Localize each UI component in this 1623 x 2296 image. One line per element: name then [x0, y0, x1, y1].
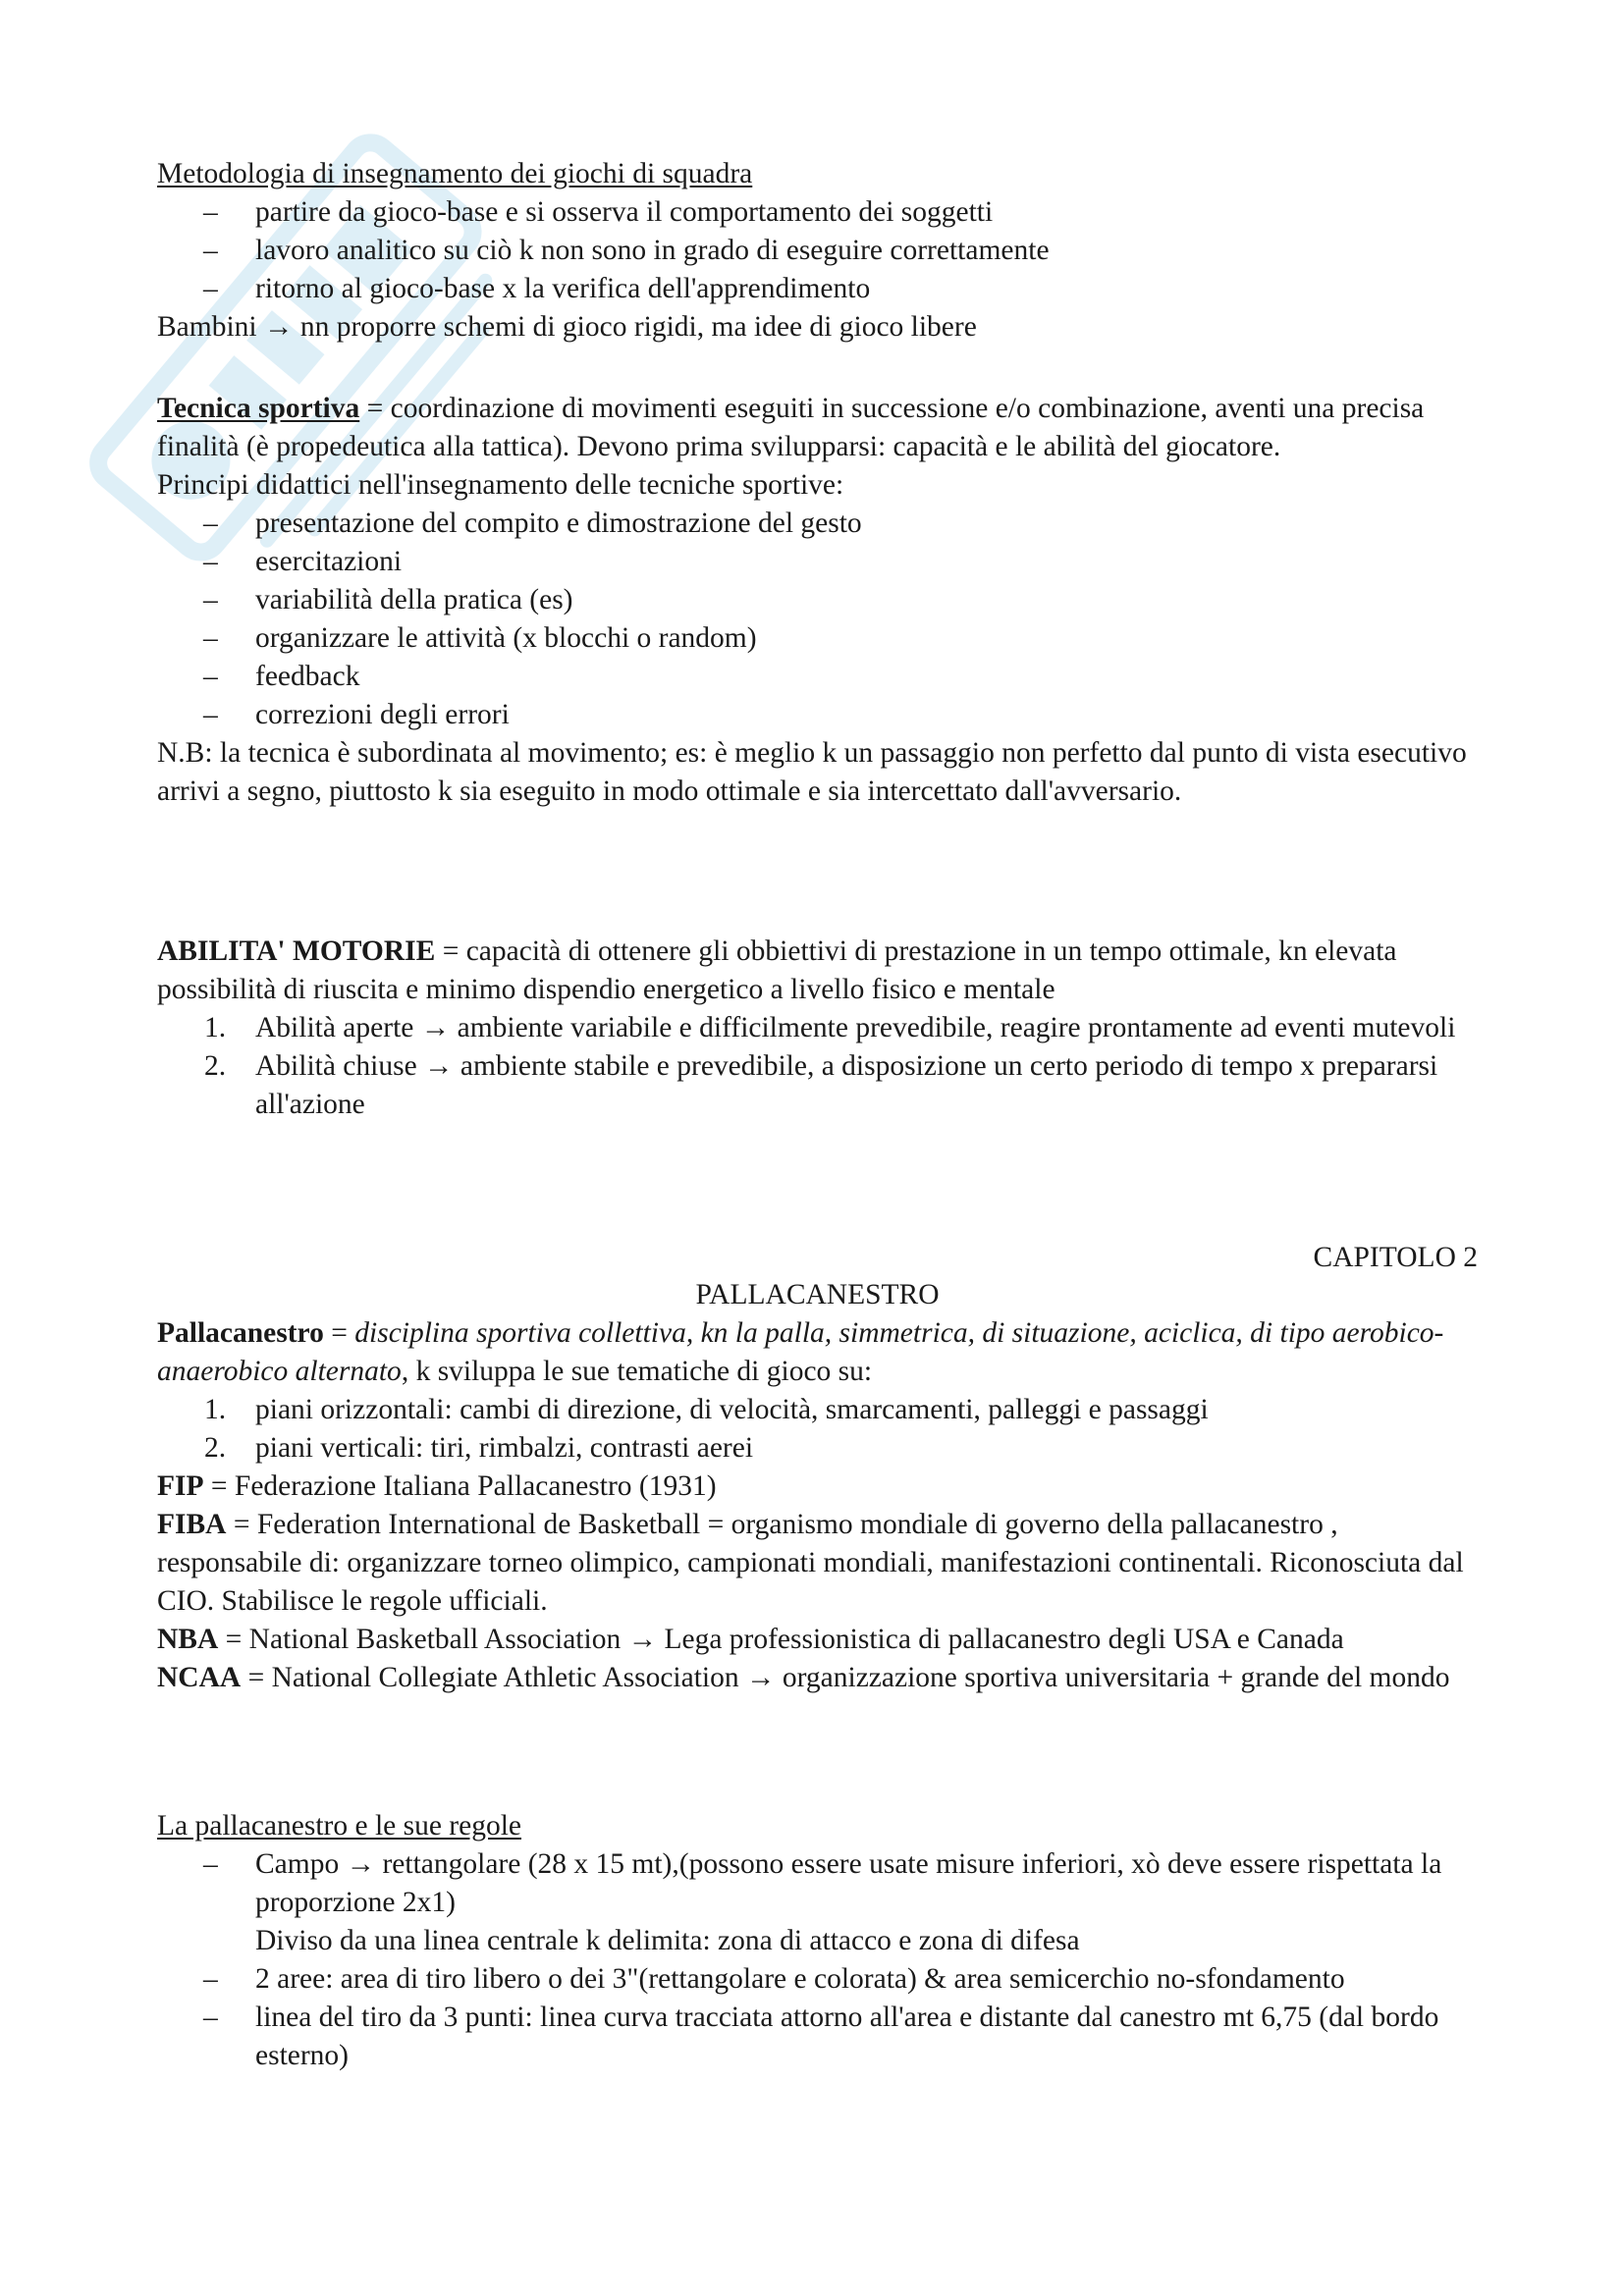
list-item: – organizzare le attività (x blocchi o random) [203, 622, 757, 654]
list-item: – linea del tiro da 3 punti: linea curva tracciata attorno all'area e distante dal canestro mt 6,75 (dal bordo esterno) [203, 2002, 1439, 2071]
principles-intro: Principi didattici nell'insegnamento delle tecniche sportive: [157, 469, 844, 501]
pallacanestro-list [157, 1391, 1478, 1468]
pallacanestro-definition: Pallacanestro = disciplina sportiva collettiva, kn la palla, simmetrica, di situazione, aciclica, di tipo aerobico-anaerobico alternato, k sviluppa le sue tematiche di gioco su: [157, 1317, 1444, 1387]
list-item: – lavoro analitico su ciò k non sono in grado di eseguire correttamente [203, 235, 1050, 266]
org-fiba: FIBA = Federation International de Basketball = organismo mondiale di governo della pallacanestro , responsabile di: organizzare torneo olimpico, campionati mondiali, manifestazioni continentali. Riconosciuta dal CIO. Stabilisce le regole ufficiali. [157, 1509, 1464, 1617]
tecnica-term: Tecnica sportiva [157, 393, 360, 424]
regole-title: La pallacanestro e le sue regole [157, 1810, 522, 1842]
list-item: – presentazione del compito e dimostrazione del gesto [203, 507, 862, 539]
method-title: Metodologia di insegnamento dei giochi di squadra [157, 158, 753, 189]
list-item: 1. piani orizzontali: cambi di direzione, di velocità, smarcamenti, palleggi e passaggi [204, 1394, 1209, 1425]
list-item: 1. Abilità aperte → ambiente variabile e difficilmente prevedibile, reagire prontamente ad eventi mutevoli [204, 1012, 1456, 1043]
list-item: – variabilità della pratica (es) [203, 584, 573, 615]
org-ncaa: NCAA = National Collegiate Athletic Association → organizzazione sportiva universitaria + grande del mondo [157, 1662, 1450, 1693]
list-item: – partire da gioco-base e si osserva il comportamento dei soggetti [203, 196, 994, 228]
pallacanestro-term: Pallacanestro [157, 1317, 324, 1349]
list-item: 2. piani verticali: tiri, rimbalzi, contrasti aerei [204, 1432, 754, 1464]
tecnica-nb: N.B: la tecnica è subordinata al movimento; es: è meglio k un passaggio non perfetto dal punto di vista esecutivo arrivi a segno, piuttosto k sia eseguito in modo ottimale e sia intercettato dall'avversario. [157, 737, 1467, 807]
regole-list [157, 1845, 1478, 2075]
list-item: – ritorno al gioco-base x la verifica dell'apprendimento [203, 273, 871, 304]
principles-list [157, 505, 1478, 734]
org-nba: NBA = National Basketball Association → Lega professionistica di pallacanestro degli USA e Canada [157, 1624, 1344, 1655]
list-item: – 2 aree: area di tiro libero o dei 3"(rettangolare e colorata) & area semicerchio no-sfondamento [203, 1963, 1345, 1995]
tecnica-section [157, 390, 1478, 811]
method-section [157, 155, 1478, 347]
list-item: – feedback [203, 661, 360, 692]
method-note: Bambini → nn proporre schemi di gioco rigidi, ma idee di gioco libere [157, 311, 977, 343]
list-item: – esercitazioni [203, 546, 403, 577]
list-item: 2. Abilità chiuse → ambiente stabile e prevedibile, a disposizione un certo periodo di tempo x prepararsi all'azione [204, 1050, 1438, 1120]
list-item: – correzioni degli errori [203, 699, 510, 730]
tecnica-definition: Tecnica sportiva = coordinazione di movimenti eseguiti in successione e/o combinazione, aventi una precisa finalità (è propedeutica alla tattica). Devono prima svilupparsi: capacità e le abilità del giocatore. [157, 393, 1425, 462]
abilita-definition: ABILITA' MOTORIE = capacità di ottenere gli obbiettivi di prestazione in un tempo ottimale, kn elevata possibilità di riuscita e minimo dispendio energetico a livello fisico e mentale [157, 935, 1397, 1005]
method-list [157, 193, 1478, 308]
regole-section [157, 1807, 1478, 2075]
chapter-label: CAPITOLO 2 [1313, 1242, 1478, 1273]
abilita-section [157, 933, 1478, 1124]
chapter-title: PALLACANESTRO [695, 1279, 940, 1310]
list-item: – Campo → rettangolare (28 x 15 mt),(possono essere usate misure inferiori, xò deve essere rispettata la proporzione 2x1) Diviso da una linea centrale k delimita: zona di attacco e zona di difesa [203, 1848, 1442, 1956]
pallacanestro-section [157, 1314, 1478, 1697]
org-fip: FIP = Federazione Italiana Pallacanestro (1931) [157, 1470, 717, 1502]
abilita-list [157, 1009, 1478, 1124]
abilita-term: ABILITA' MOTORIE [157, 935, 436, 967]
